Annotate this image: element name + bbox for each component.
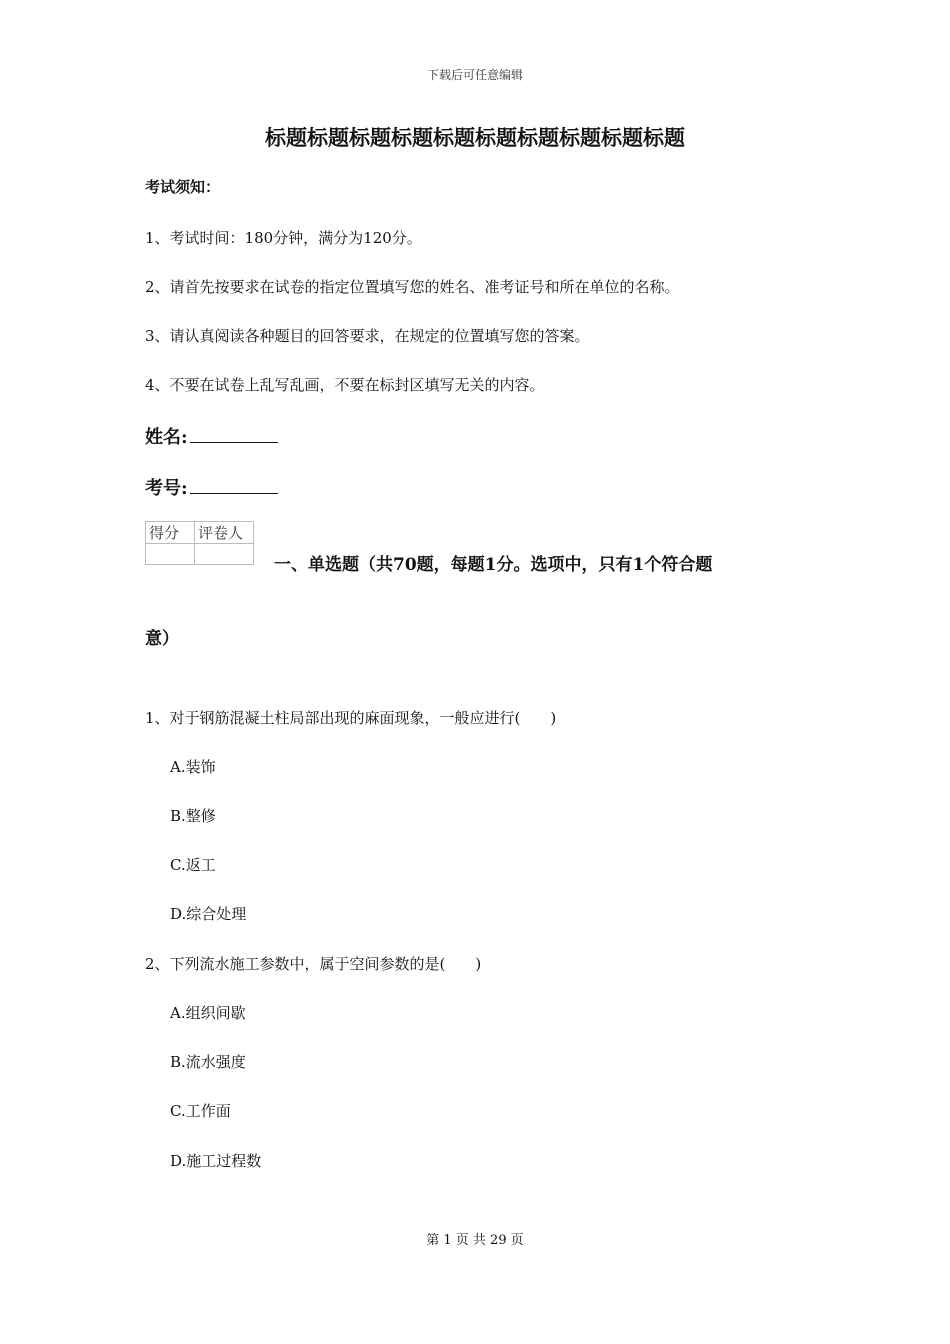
question-2-option-a: A.组织间歇 [170, 1004, 246, 1022]
score-table [145, 521, 254, 565]
question-1-option-a: A.装饰 [170, 758, 216, 776]
notice-item-3: 3、请认真阅读各种题目的回答要求，在规定的位置填写您的答案。 [145, 327, 590, 345]
section-title-line2: 意） [145, 629, 179, 649]
score-header: 得分 [146, 522, 195, 544]
section-title-line1: 一、单选题（共70题，每题1分。选项中，只有1个符合题 [274, 555, 713, 575]
grader-cell [195, 544, 254, 565]
question-1-option-b: B.整修 [170, 807, 216, 825]
question-2-stem: 2、下列流水施工参数中，属于空间参数的是( ) [145, 955, 482, 973]
exam-id-label: 考号: [145, 478, 188, 499]
name-blank-line[interactable] [190, 424, 278, 443]
question-1-stem: 1、对于钢筋混凝土柱局部出现的麻面现象，一般应进行( ) [145, 709, 557, 727]
notice-heading: 考试须知： [145, 178, 221, 196]
name-label: 姓名: [145, 427, 188, 448]
document-title: 标题标题标题标题标题标题标题标题标题标题 [265, 125, 685, 150]
exam-id-blank-line[interactable] [190, 475, 278, 494]
notice-item-2: 2、请首先按要求在试卷的指定位置填写您的姓名、准考证号和所在单位的名称。 [145, 278, 680, 296]
notice-item-1: 1、考试时间：180分钟，满分为120分。 [145, 229, 422, 247]
question-1-option-c: C.返工 [170, 856, 216, 874]
question-2-option-d: D.施工过程数 [170, 1152, 262, 1170]
exam-id-field[interactable] [145, 474, 278, 500]
question-2-option-c: C.工作面 [170, 1102, 231, 1120]
notice-item-4: 4、不要在试卷上乱写乱画，不要在标封区填写无关的内容。 [145, 376, 545, 394]
grader-header: 评卷人 [195, 522, 254, 544]
page-footer: 第 1 页 共 29 页 [426, 1233, 524, 1248]
question-2-option-b: B.流水强度 [170, 1053, 246, 1071]
page-header: 下载后可任意编辑 [426, 68, 523, 82]
question-1-option-d: D.综合处理 [170, 905, 247, 923]
score-cell [146, 544, 195, 565]
name-field[interactable] [145, 423, 278, 449]
